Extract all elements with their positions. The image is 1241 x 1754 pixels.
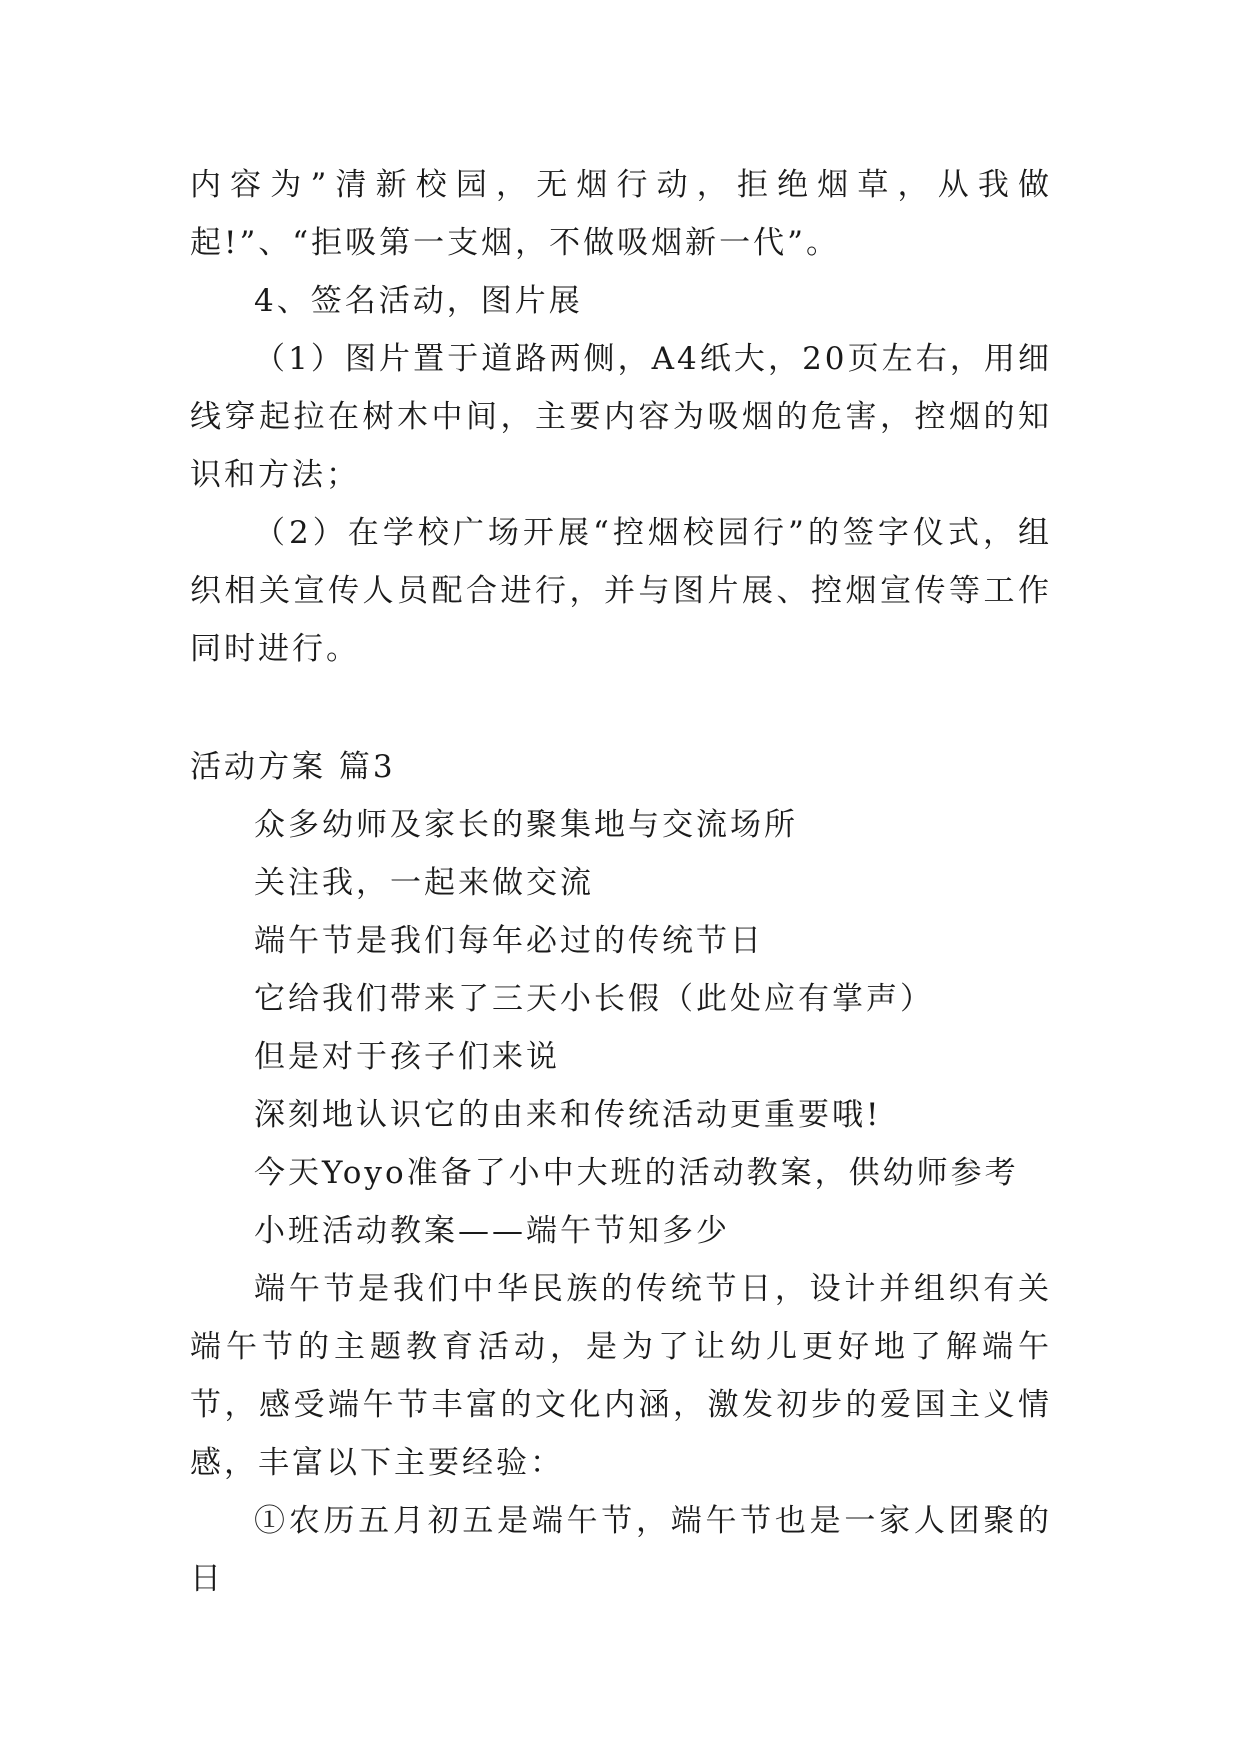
paragraph-line: 关注我，一起来做交流	[254, 865, 594, 901]
paragraph-slogan: 内容为”清新校园，无烟行动，拒绝烟草，从我做起!”、“拒吸第一支烟，不做吸烟新一代”。	[190, 167, 1052, 261]
paragraph-line: 它给我们带来了三天小长假（此处应有掌声）	[254, 981, 934, 1017]
paragraph-line: 今天Yoyo准备了小中大班的活动教案，供幼师参考	[254, 1155, 1019, 1191]
paragraph-list-item: ①农历五月初五是端午节，端午节也是一家人团聚的日	[190, 1503, 1052, 1597]
paragraph-line: 端午节是我们每年必过的传统节日	[254, 923, 764, 959]
paragraph-lesson-title: 小班活动教案——端午节知多少	[254, 1213, 730, 1249]
paragraph-signature-heading: 4、签名活动，图片展	[254, 283, 583, 319]
paragraph-line: 但是对于孩子们来说	[254, 1039, 560, 1075]
paragraph-line: 深刻地认识它的由来和传统活动更重要哦!	[254, 1097, 882, 1133]
paragraph-signing-ceremony: （2）在学校广场开展“控烟校园行”的签字仪式，组织相关宣传人员配合进行，并与图片展、控烟宣传等工作同时进行。	[190, 515, 1052, 667]
paragraph-lesson-intro: 端午节是我们中华民族的传统节日，设计并组织有关端午节的主题教育活动，是为了让幼儿更好地了解端午节，感受端午节丰富的文化内涵，激发初步的爱国主义情感，丰富以下主要经验：	[190, 1271, 1052, 1481]
document-body	[190, 156, 1052, 1608]
paragraph-line: 众多幼师及家长的聚集地与交流场所	[254, 807, 798, 843]
section-title: 活动方案 篇3	[190, 749, 396, 785]
paragraph-picture-exhibit: （1）图片置于道路两侧，A4纸大，20页左右，用细线穿起拉在树木中间，主要内容为吸烟的危害，控烟的知识和方法；	[190, 341, 1052, 493]
